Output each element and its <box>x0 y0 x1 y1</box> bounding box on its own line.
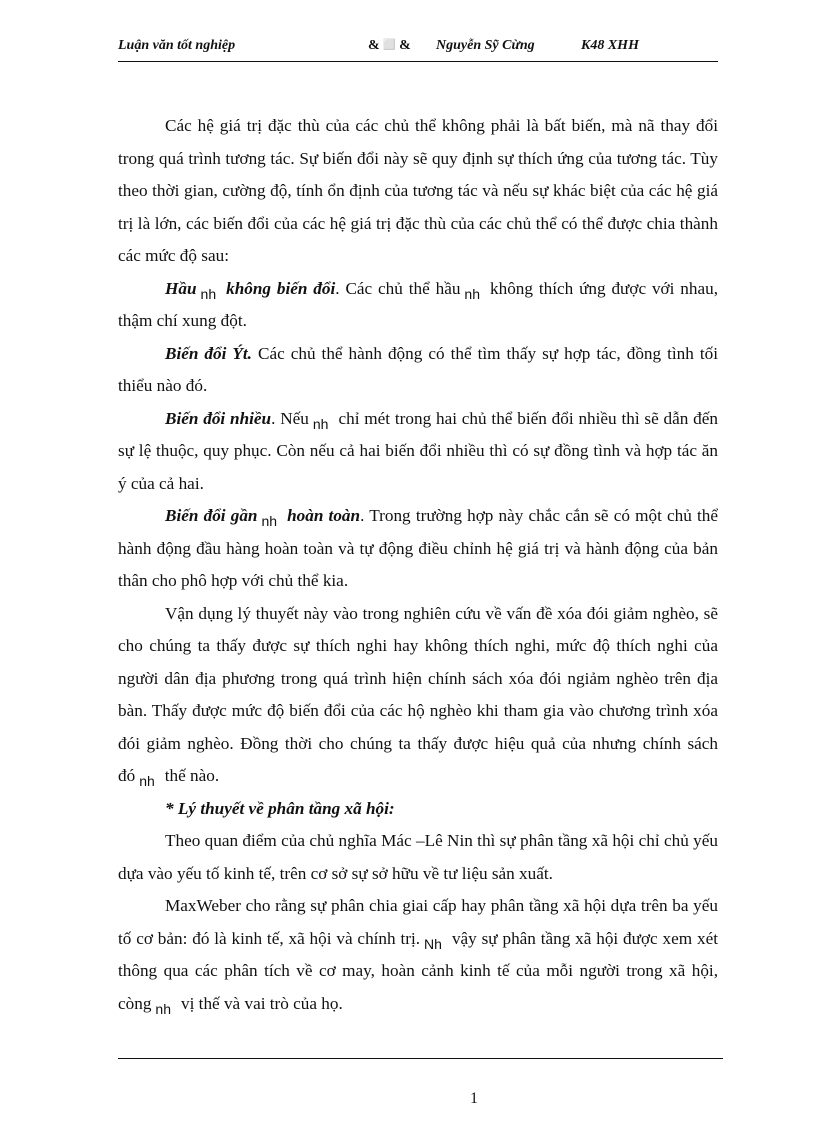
class-code: K48 XHH <box>581 38 639 53</box>
paragraph <box>118 273 718 338</box>
term: không biến đổi <box>226 278 336 298</box>
text: . Các chủ thể hầu <box>335 278 461 298</box>
paragraph: Theo quan điểm của chủ nghĩa Mác –Lê Nin thì sự phân tầng xã hội chỉ chủ yếu dựa vào yếu tố kinh tế, trên cơ sở sự sở hữu về tư liệu sản xuất. <box>118 831 718 883</box>
paragraph <box>118 338 718 403</box>
glyph-fragment: nh <box>312 415 329 432</box>
glyph-fragment: nh <box>464 285 480 302</box>
text: Vận dụng lý thuyết này vào trong nghiên cứu về vấn đề xóa đói giảm nghèo, sẽ cho chúng ta thấy được sự thích nghi hay không thích nghi, mức độ thích nghi của người dân địa phương trong quá trình hiện chính sách xóa đói ngiảm nghèo trên địa bàn. Thấy được mức độ biến đổi của các hộ nghèo khi tham gia vào chương trình xóa đói giảm nghèo. Đồng thời cho chúng ta thấy được hiệu quả của nhưng chính sách đó <box>118 603 718 785</box>
text: vị thế và vai trò của họ. <box>181 993 343 1013</box>
paragraph <box>118 500 718 598</box>
text: không thích ứng được với nhau, thậm chí xung đột. <box>118 278 718 330</box>
glyph-fragment: nh <box>155 1000 171 1017</box>
glyph-fragment: nh <box>139 773 155 789</box>
section-heading: * Lý thuyết về phân tầng xã hội: <box>165 798 395 818</box>
header-divider <box>118 61 718 62</box>
term: Biến đổi nhiều <box>165 408 272 428</box>
text: . Trong trường hợp này chắc cắn sẽ có một chủ thể hành động đầu hàng hoàn toàn và tự động điều chỉnh hệ giá trị và hành động của bản thân cho phô hợp với chủ thể kia. <box>118 506 719 590</box>
page-header <box>118 38 718 60</box>
text: chỉ mét trong hai chủ thể biến đổi nhiều thì sẽ dẫn đến sự lệ thuộc, quy phục. Còn nếu cả hai biến đổi nhiều thì có sự đồng tình và hợp tác ăn ý của cả hai. <box>118 408 719 493</box>
thesis-title: Luận văn tốt nghiệp <box>118 38 236 53</box>
glyph-fragment: nh <box>261 513 278 529</box>
footer-divider <box>118 1058 723 1059</box>
term: hoàn toàn <box>287 506 361 525</box>
term: Hầu <box>165 278 197 298</box>
author-name: Nguyễn Sỹ Cừng <box>436 38 535 53</box>
paragraph <box>118 403 718 501</box>
body-text <box>118 110 718 1020</box>
page-number: 1 <box>470 1090 478 1107</box>
term: Biến đổi gần <box>165 506 258 525</box>
paragraph <box>118 598 718 793</box>
text: MaxWeber cho rằng sự phân chia giai cấp hay phân tầng xã hội dựa trên ba yếu tố cơ bản: đó là kinh tế, xã hội và chính trị. <box>118 896 718 948</box>
glyph-fragment: nh <box>200 285 217 302</box>
glyph-fragment: Nh <box>424 935 442 952</box>
header-ornament: &◻️& <box>368 38 412 53</box>
paragraph: Các hệ giá trị đặc thù của các chủ thể không phải là bất biến, mà nã thay đổi trong quá trình tương tác. Sự biến đổi này sẽ quy định sự thích ứng của tương tác. Tùy theo thời gian, cường độ, tính ổn định của tương tác và nếu sự khác biệt của các hệ giá trị là lớn, các biến đổi của các hệ giá trị đặc thù của các chủ thể có thể được chia thành các mức độ sau: <box>118 116 718 265</box>
paragraph <box>118 890 718 1020</box>
text: vậy sự phân tầng xã hội được xem xét thông qua các phân tích về cơ may, hoàn cảnh kinh tế của mỗi người trong xã hội, còng <box>118 928 718 1013</box>
text: Các chủ thể hành động có thể tìm thấy sự hợp tác, đồng tình tối thiểu nào đó. <box>118 343 718 395</box>
text: thế nào. <box>164 766 220 785</box>
term: Biến đổi Ýt. <box>165 343 252 363</box>
text: . Nếu <box>271 408 309 428</box>
